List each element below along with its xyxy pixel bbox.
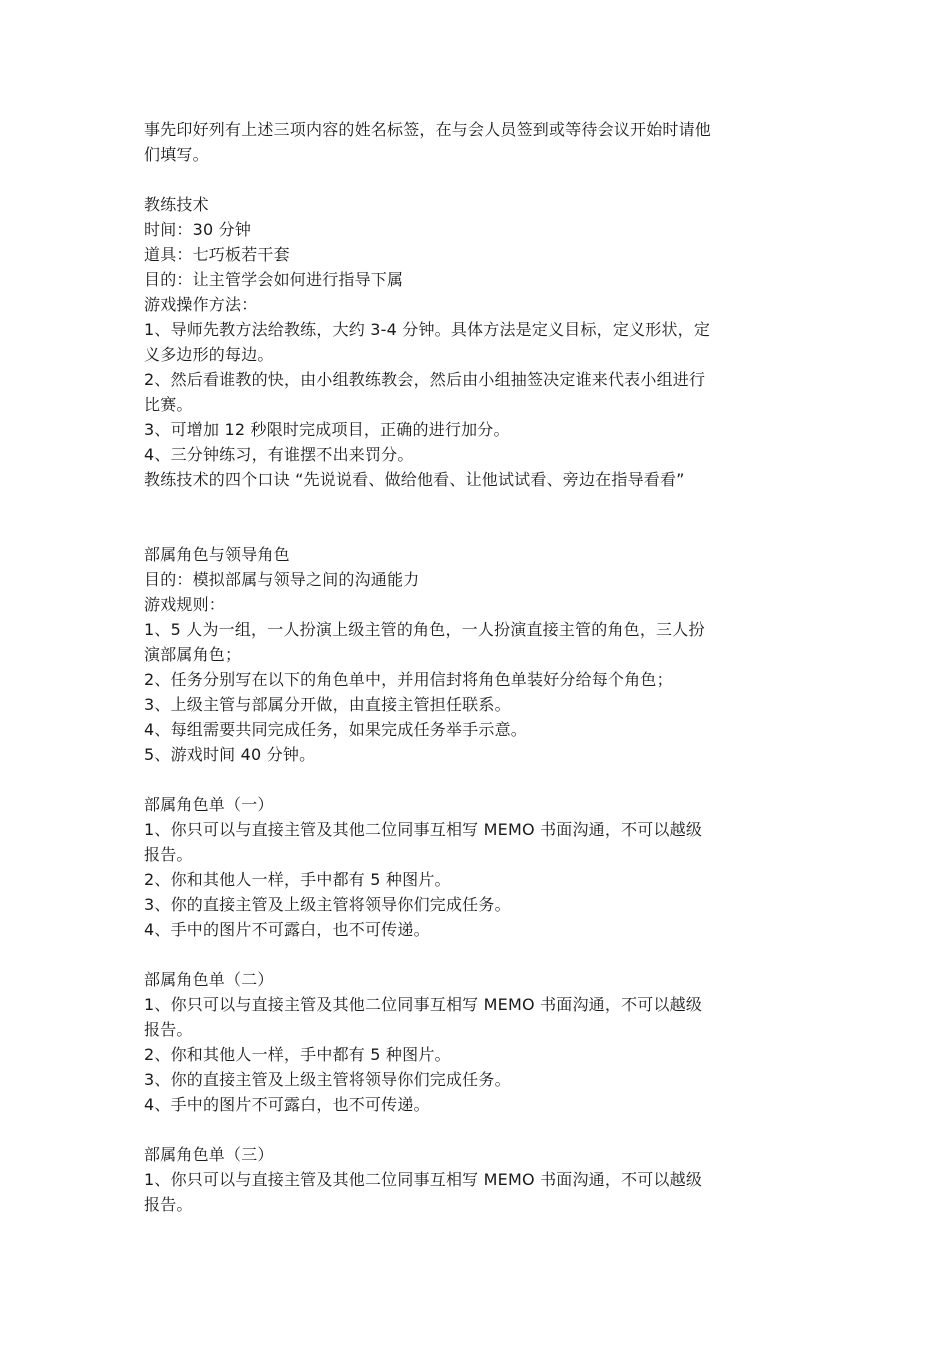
list-item: 报告。 bbox=[144, 845, 193, 864]
paragraph-line: 道具：七巧板若干套 bbox=[144, 245, 290, 264]
section-heading: 部属角色单（一） bbox=[144, 795, 274, 814]
paragraph-line: 们填写。 bbox=[144, 145, 209, 164]
list-item: 义多边形的每边。 bbox=[144, 345, 274, 364]
section-heading: 部属角色与领导角色 bbox=[144, 545, 290, 564]
list-item: 1、你只可以与直接主管及其他二位同事互相写 MEMO 书面沟通，不可以越级 bbox=[144, 1170, 703, 1189]
list-item: 4、每组需要共同完成任务，如果完成任务举手示意。 bbox=[144, 720, 527, 739]
section-heading: 部属角色单（三） bbox=[144, 1145, 274, 1164]
section-heading: 教练技术 bbox=[144, 195, 209, 214]
list-item: 3、你的直接主管及上级主管将领导你们完成任务。 bbox=[144, 1070, 511, 1089]
list-item: 1、你只可以与直接主管及其他二位同事互相写 MEMO 书面沟通，不可以越级 bbox=[144, 820, 703, 839]
paragraph-line: 游戏规则： bbox=[144, 595, 226, 614]
paragraph-line: 目的：让主管学会如何进行指导下属 bbox=[144, 270, 404, 289]
paragraph-line: 教练技术的四个口诀 “先说说看、做给他看、让他试试看、旁边在指导看看” bbox=[144, 470, 685, 489]
list-item: 报告。 bbox=[144, 1020, 193, 1039]
list-item: 3、你的直接主管及上级主管将领导你们完成任务。 bbox=[144, 895, 511, 914]
list-item: 4、手中的图片不可露白，也不可传递。 bbox=[144, 920, 430, 939]
list-item: 4、三分钟练习，有谁摆不出来罚分。 bbox=[144, 445, 414, 464]
list-item: 1、导师先教方法给教练，大约 3-4 分钟。具体方法是定义目标，定义形状，定 bbox=[144, 320, 711, 339]
paragraph-line: 事先印好列有上述三项内容的姓名标签，在与会人员签到或等待会议开始时请他 bbox=[144, 120, 712, 139]
list-item: 2、然后看谁教的快，由小组教练教会，然后由小组抽签决定谁来代表小组进行 bbox=[144, 370, 706, 389]
list-item: 演部属角色； bbox=[144, 645, 242, 664]
list-item: 1、你只可以与直接主管及其他二位同事互相写 MEMO 书面沟通，不可以越级 bbox=[144, 995, 703, 1014]
list-item: 2、你和其他人一样，手中都有 5 种图片。 bbox=[144, 870, 451, 889]
list-item: 5、游戏时间 40 分钟。 bbox=[144, 745, 316, 764]
document-page bbox=[144, 0, 804, 1345]
section-heading: 部属角色单（二） bbox=[144, 970, 274, 989]
paragraph-line: 游戏操作方法： bbox=[144, 295, 258, 314]
list-item: 报告。 bbox=[144, 1195, 193, 1214]
list-item: 比赛。 bbox=[144, 395, 193, 414]
paragraph-line: 时间：30 分钟 bbox=[144, 220, 252, 239]
list-item: 2、任务分别写在以下的角色单中，并用信封将角色单装好分给每个角色； bbox=[144, 670, 673, 689]
list-item: 3、可增加 12 秒限时完成项目，正确的进行加分。 bbox=[144, 420, 510, 439]
list-item: 4、手中的图片不可露白，也不可传递。 bbox=[144, 1095, 430, 1114]
list-item: 1、5 人为一组，一人扮演上级主管的角色，一人扮演直接主管的角色，三人扮 bbox=[144, 620, 705, 639]
list-item: 3、上级主管与部属分开做，由直接主管担任联系。 bbox=[144, 695, 511, 714]
paragraph-line: 目的：模拟部属与领导之间的沟通能力 bbox=[144, 570, 420, 589]
list-item: 2、你和其他人一样，手中都有 5 种图片。 bbox=[144, 1045, 451, 1064]
